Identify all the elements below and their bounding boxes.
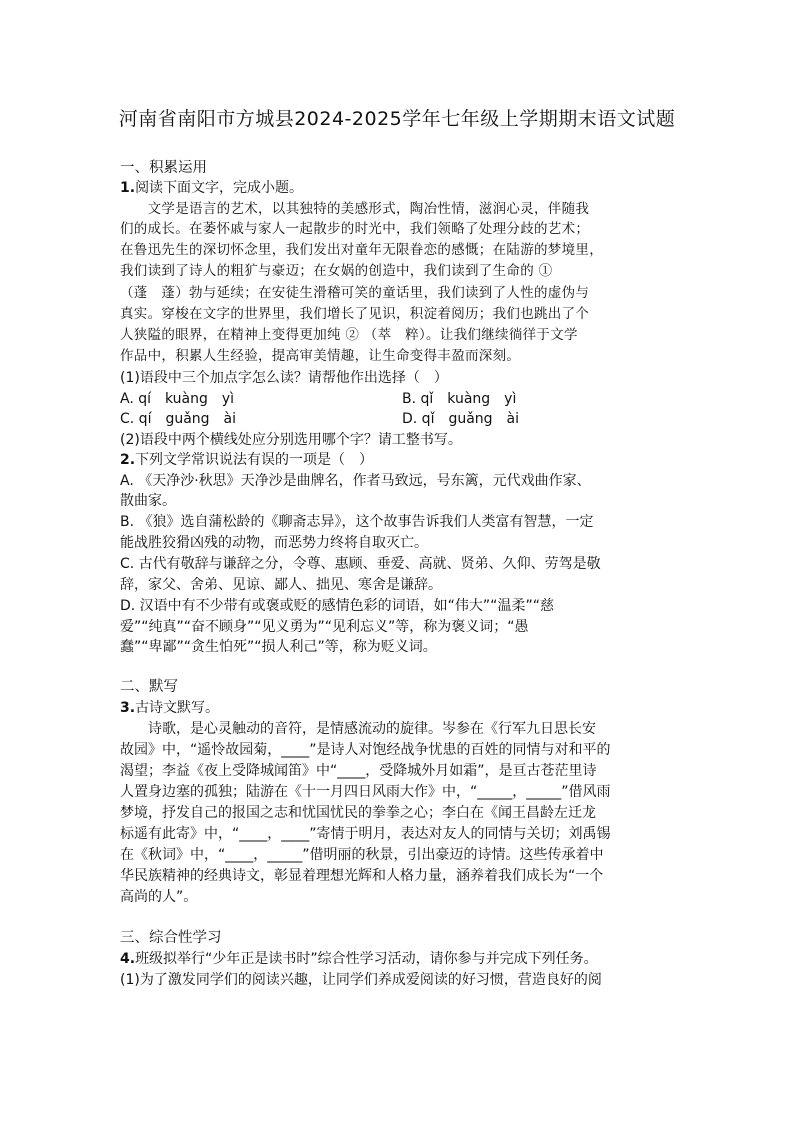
question-2-line: B. 《狼》选自蒲松龄的《聊斋志异》，这个故事告诉我们人类富有智慧，一定	[120, 514, 594, 530]
passage-line: 在鲁迅先生的深切怀念里，我们发出对童年无限眷恋的感慨；在陆游的梦境里，	[120, 242, 603, 258]
question-3-line: 在《秋词》中，“____，_____”借明丽的秋景，引出豪迈的诗情。这些传承着中	[120, 847, 604, 863]
stem-text: 班级拟举行“少年正是读书时”综合性学习活动，请你参与并完成下列任务。	[135, 951, 598, 967]
sub-question-2: (2)语段中两个横线处应分别选用哪个字？请工整书写。	[120, 432, 462, 448]
option-d: D. qǐ guǎng ài	[402, 411, 520, 427]
sub-question-1: (1)语段中三个加点字怎么读？请帮他作出选择（ ）	[120, 370, 448, 386]
question-3-stem	[120, 698, 680, 718]
option-row	[120, 389, 680, 409]
question-3-line: 诗歌，是心灵触动的音符，是情感流动的旋律。岑参在《行军九日思长安	[120, 721, 596, 737]
question-2-line: 散曲家。	[120, 493, 176, 509]
question-2-line: A. 《天净沙·秋思》天净沙是曲牌名，作者马致远，号东篱，元代戏曲作家、	[120, 473, 591, 489]
passage-line: 们的成长。在萎怀戚与家人一起散步的时光中，我们领略了处理分歧的艺术；	[120, 221, 590, 237]
option-b: B. qǐ kuàng yì	[402, 391, 517, 407]
section-heading-1: 一、积累运用	[120, 160, 207, 176]
passage-line: 作品中，积累人生经验，提高审美情趣，让生命变得丰盈而深刻。	[120, 348, 521, 364]
question-1-stem	[120, 178, 680, 198]
passage-line: 文学是语言的艺术，以其独特的美感形式，陶冶性情，滋润心灵，伴随我	[120, 201, 590, 217]
stem-text: 阅读下面文字，完成小题。	[135, 180, 304, 196]
question-3-line: 渴望；李益《夜上受降城闻笛》中“____，受降城外月如霜”，是亘古苍茫里诗	[120, 763, 597, 779]
question-number: 3.	[120, 700, 136, 716]
question-3-line: 标遥有此寄》中，“____，____”寄情于明月，表达对友人的同情与关切；刘禹锡	[120, 826, 611, 842]
stem-text: 古诗文默写。	[135, 700, 220, 716]
stem-text: 下列文学常识说法有误的一项是（ ）	[135, 452, 374, 468]
question-3-line: 梦境，抒发自己的报国之志和忧国忧民的拳拳之心；李白在《闻王昌龄左迁龙	[120, 805, 596, 821]
section-heading-3: 三、综合性学习	[120, 930, 222, 946]
question-3-line: 高尚的人”。	[120, 889, 198, 905]
option-row	[120, 409, 680, 429]
option-a: A. qí kuàng yì	[120, 391, 235, 407]
question-number: 1.	[120, 180, 136, 196]
question-2-line: 辞，家父、舍弟、见谅、鄙人、拙见、寒舍是谦辞。	[120, 577, 442, 593]
passage-line: 人狭隘的眼界，在精神上变得更加纯 ② （萃 粹）。让我们继续徜徉于文学	[120, 327, 578, 343]
page-title: 河南省南阳市方城县2024-2025学年七年级上学期期末语文试题	[118, 108, 676, 130]
sub-question-1: (1)为了激发同学们的阅读兴趣，让同学们养成爱阅读的好习惯，营造良好的阅	[120, 972, 602, 988]
question-4-stem	[120, 949, 680, 969]
question-2-stem	[120, 450, 680, 470]
question-3-line: 人置身边塞的孤独；陆游在《十一月四日风雨大作》中，“_____，_____”借风雨	[120, 784, 611, 800]
question-3-line: 华民族精神的经典诗文，彰显着理想光辉和人格力量，涵养着我们成长为“一个	[120, 868, 604, 884]
passage-line: 我们读到了诗人的粗犷与豪迈；在女娲的创造中，我们读到了生命的 ①	[120, 263, 553, 279]
question-3-line: 故园》中，“遥怜故园菊，____”是诗人对饱经战争忧患的百姓的同情与对和平的	[120, 742, 611, 758]
question-2-line: D. 汉语中有不少带有或褒或贬的感情色彩的词语，如“伟大”“温柔”“慈	[120, 598, 554, 614]
question-2-line: 能战胜狡猾凶残的动物，而恶势力终将自取灭亡。	[120, 535, 428, 551]
question-2-line: C. 古代有敬辞与谦辞之分，令尊、惠顾、垂爱、高就、贤弟、久仰、劳驾是敬	[120, 556, 601, 572]
option-c: C. qí guǎng ài	[120, 411, 237, 427]
question-number: 2.	[120, 452, 136, 468]
question-number: 4.	[120, 951, 136, 967]
passage-line: （蓬 蓬）勃与延续；在安徒生滑稽可笑的童话里，我们读到了人性的虚伪与	[120, 285, 590, 301]
section-heading-2: 二、默写	[120, 679, 178, 695]
question-2-line: 蠢”“卑鄙”“贪生怕死”“损人利己”等，称为贬义词。	[120, 639, 437, 655]
question-2-line: 爱”“纯真”“奋不顾身”“见义勇为”“见利忘义”等，称为褒义词；“愚	[120, 619, 529, 635]
passage-line: 真实。穿梭在文字的世界里，我们增长了见识，积淀着阅历；我们也跳出了个	[120, 306, 590, 322]
